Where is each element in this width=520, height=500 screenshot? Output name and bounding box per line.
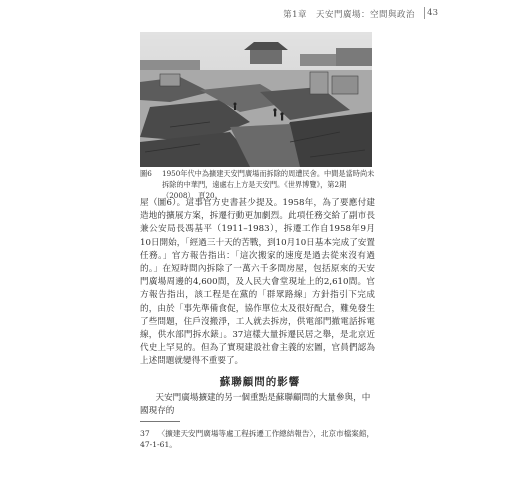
section-paragraph: 天安門廣場擴建的另一個重點是蘇聯顧問的大量參與，中國現存的 xyxy=(140,393,371,416)
running-header xyxy=(0,6,520,22)
figure-label: 圖6 xyxy=(140,169,152,178)
running-head: 第1章 天安門廣場：空間與政治 xyxy=(283,10,415,20)
historical-photo xyxy=(140,32,372,167)
body-paragraph xyxy=(140,197,375,369)
footnote-text: 〈擴建天安門廣場等處工程拆遷工作總結報告〉，北京市檔案館，47-1-61。 xyxy=(140,429,375,449)
header-divider xyxy=(424,7,425,19)
figure-caption-text: 1950年代中為擴建天安門廣場而拆除的周遭民舍。中間是當時尚未拆除的中華門，遠處右上方是天安門。《世界博覽》，第2期（2008），頁20。 xyxy=(162,169,375,200)
body-text: 屋（圖6）。這事官方史書甚少提及。1958年，為了要應付建造地的擴展方案，拆遷行動更加劇烈。此項任務交給了副市長兼公安局長馮基平（1911–1983），拆遷工作自1958年9月10日開始，「經過三十天的苦戰，到10月10日基本完成了安置任務。」官方報告指出：「這次搬家的速度是過去從來沒有過的。」在短時間內拆除了一萬六千多間房屋，包括原來的天安門廣場周邊的4,600間，及人民大會堂現址上的2,610間。官方報告指出，該工程是在黨的「群眾路線」方針指引下完成的，由於「事先準備食促，協作單位太及很好配合，難免發生了些問題，住戶沒搬淨，工人就去拆房，供電部門撤電話拆電線，供水部門拆水錶」。37這樣大量拆遷民居之舉，是北京近代史上罕見的。但為了實現建設社會主義的宏圖，官員們認為上述問題就變得不重要了。 xyxy=(140,198,375,367)
footnote-divider xyxy=(140,421,180,422)
footnote-number: 37 xyxy=(140,429,150,438)
section-heading: 蘇聯顧問的影響 xyxy=(219,376,301,388)
footnote xyxy=(140,428,380,450)
page-number: 43 xyxy=(427,8,438,18)
demolition-photo-illustration xyxy=(140,32,372,167)
